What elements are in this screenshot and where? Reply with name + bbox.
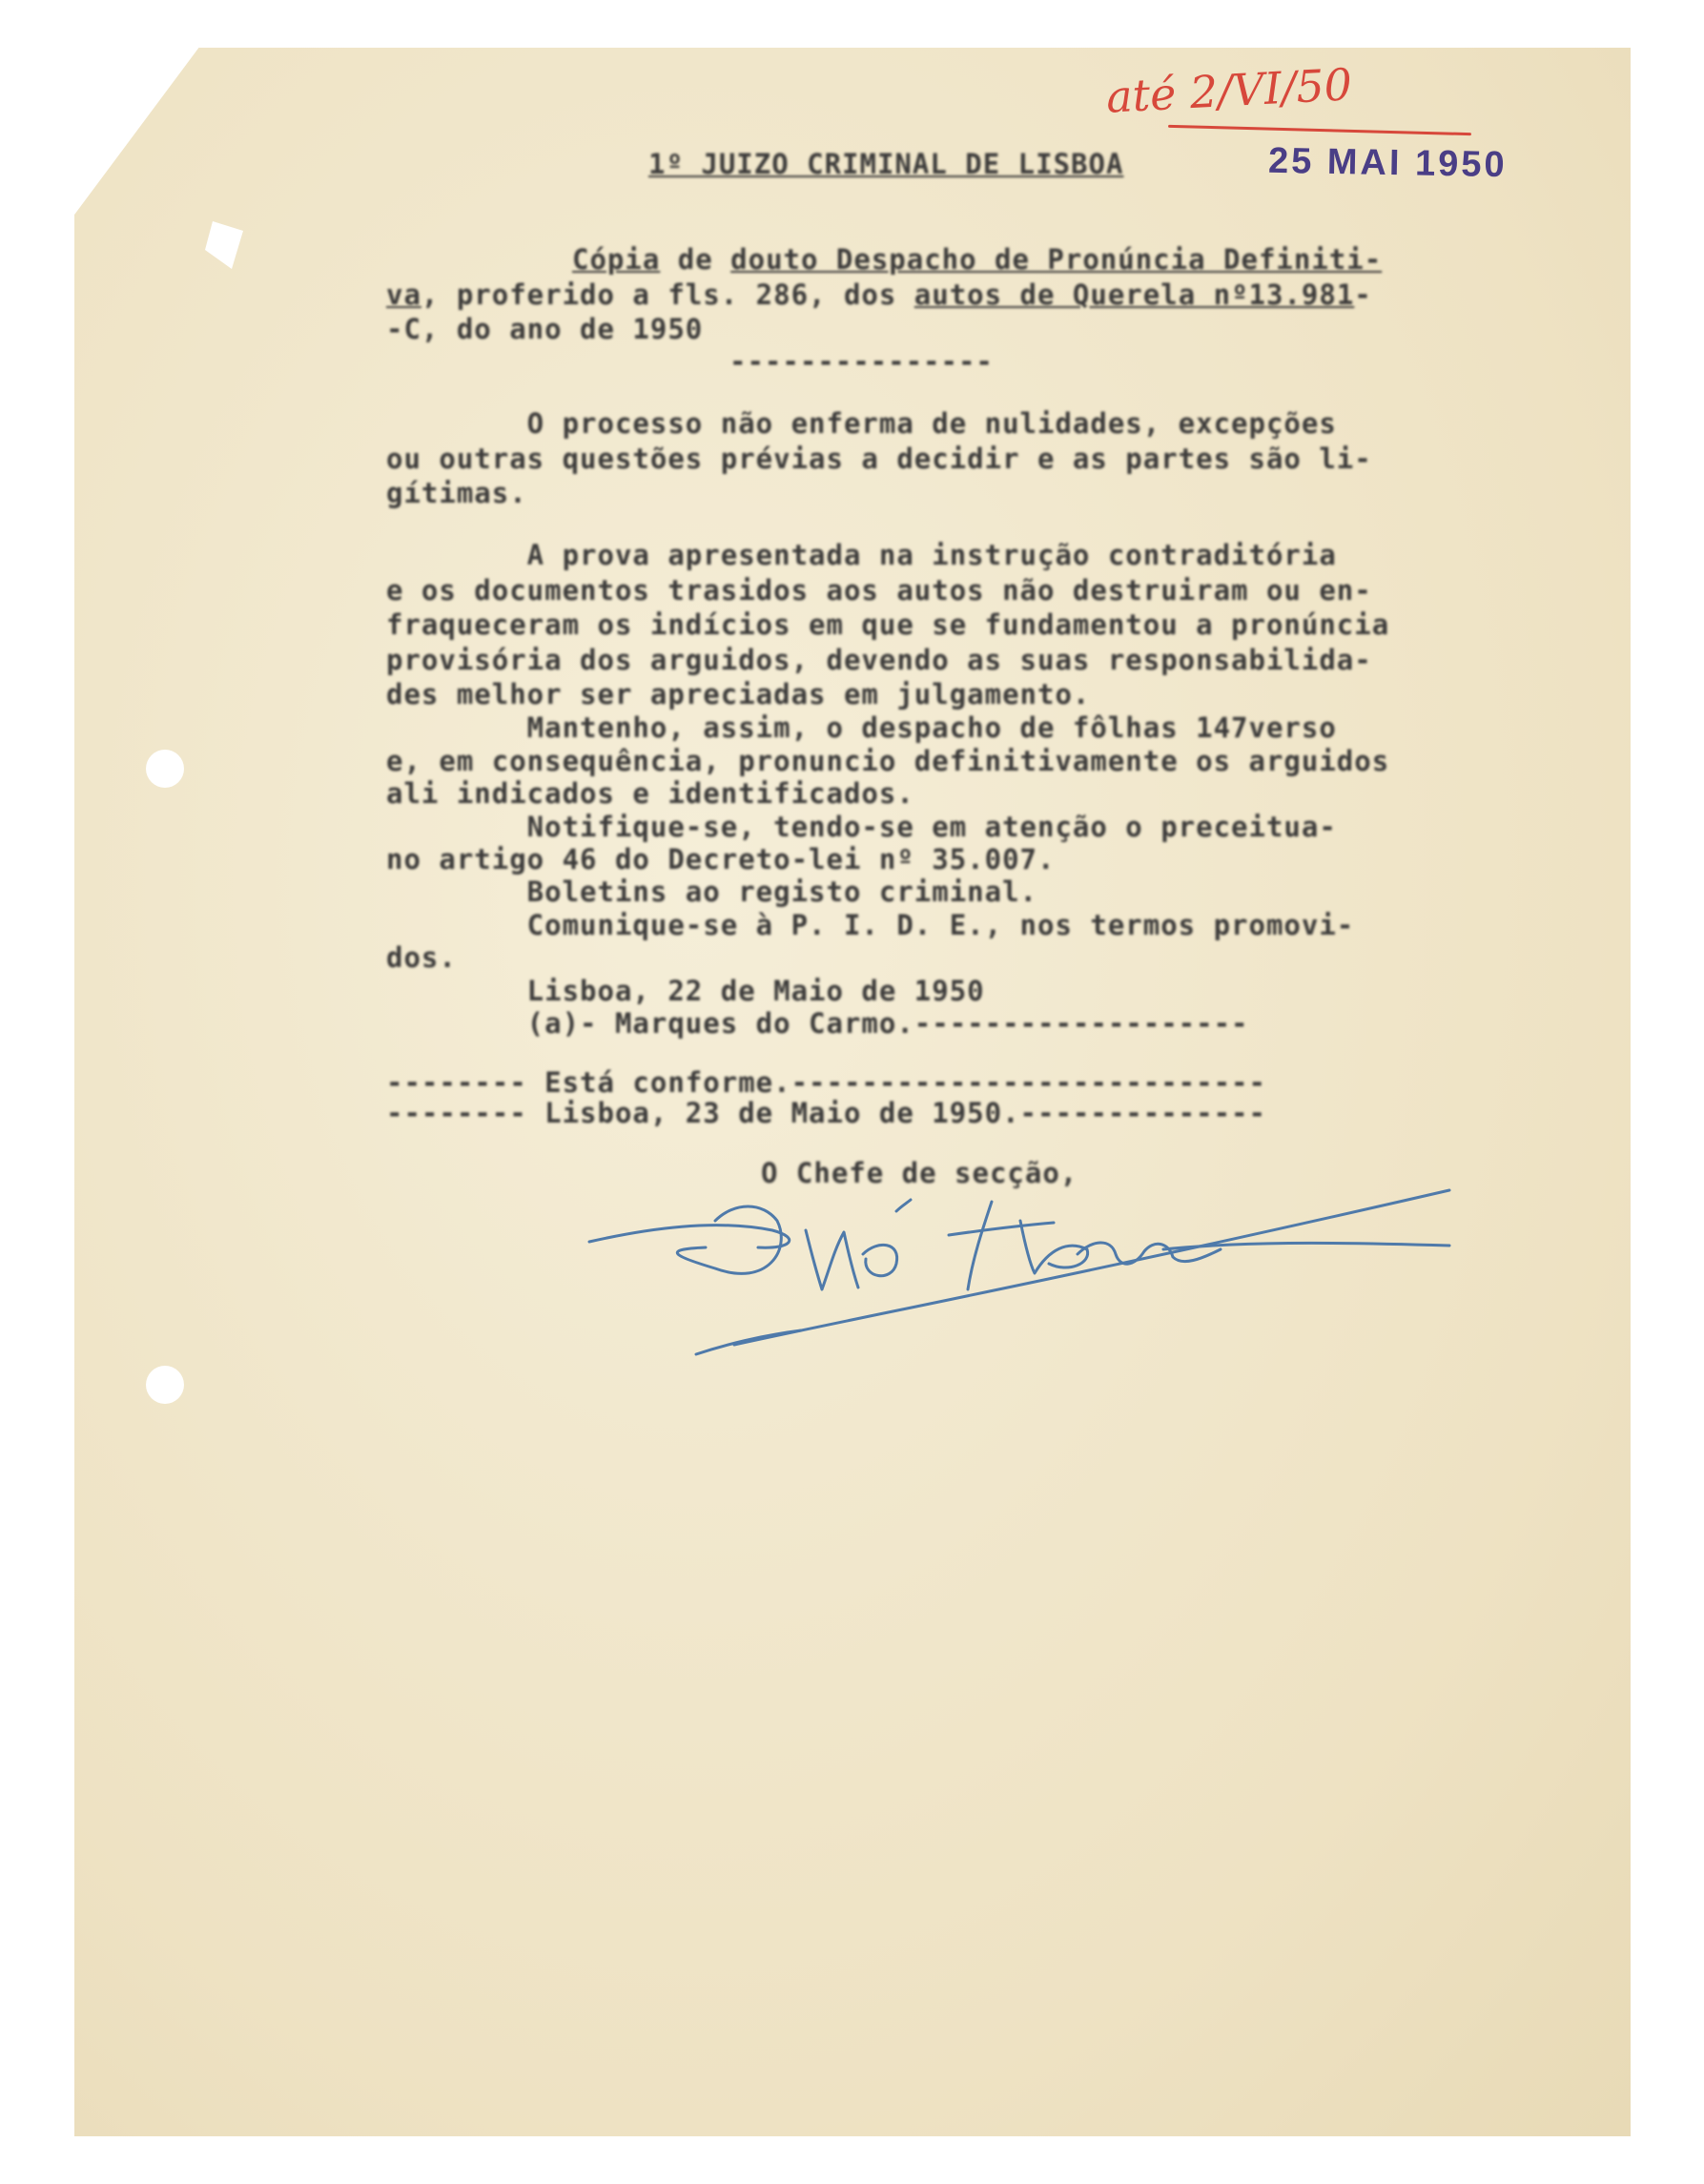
- heading-va: va: [386, 278, 421, 311]
- heading-line-3: -C, do ano de 1950: [386, 313, 704, 345]
- heading-despacho: douto Despacho de Pronúncia Definiti-: [730, 243, 1383, 276]
- body-line: (a)- Marques do Carmo.-------------------: [386, 1007, 1249, 1040]
- body-line: dos.: [386, 941, 457, 974]
- body-line: ali indicados e identificados.: [386, 777, 914, 810]
- heading-line-2: [386, 278, 1372, 311]
- date-stamp: 25 MAI 1950: [1267, 140, 1508, 186]
- body-line: Notifique-se, tendo-se em atenção o preceitua-: [386, 811, 1337, 843]
- body-line: A prova apresentada na instrução contraditória: [386, 539, 1337, 571]
- body-line: Boletins ao registo criminal.: [386, 876, 1038, 908]
- handwritten-signature: [572, 1183, 1468, 1373]
- body-line: provisória dos arguidos, devendo as suas responsabilida-: [386, 644, 1372, 676]
- certification-line: -------- Está conforme.---------------------------: [386, 1066, 1266, 1099]
- heading-autos: autos de Querela nº13.981: [914, 278, 1355, 311]
- punch-hole-bottom: [146, 1366, 184, 1404]
- body-line: des melhor ser apreciadas em julgamento.: [386, 678, 1091, 711]
- heading-text: de: [660, 243, 731, 276]
- heading-text-2: , proferido a fls. 286, dos: [421, 278, 914, 311]
- heading-hyphen: -: [1354, 278, 1372, 311]
- body-line: Comunique-se à P. I. D. E., nos termos promovi-: [386, 909, 1355, 941]
- body-line: fraqueceram os indícios em que se fundamentou a pronúncia: [386, 608, 1390, 641]
- handwritten-deadline-note: até 2/VI/50: [1104, 58, 1354, 123]
- court-title: 1º JUIZO CRIMINAL DE LISBOA: [648, 148, 1124, 180]
- body-line: O processo não enferma de nulidades, excepções: [386, 407, 1337, 440]
- punch-hole-top: [146, 750, 184, 788]
- body-line: e, em consequência, pronuncio definitivamente os arguidos: [386, 745, 1390, 777]
- body-line: Mantenho, assim, o despacho de fôlhas 147verso: [386, 711, 1337, 744]
- signoff-title: O Chefe de secção,: [761, 1157, 1078, 1189]
- certification-line: -------- Lisboa, 23 de Maio de 1950.--------------: [386, 1097, 1266, 1129]
- body-line: gítimas.: [386, 477, 527, 509]
- heading-copy-word: Cópia: [572, 243, 661, 276]
- body-line: Lisboa, 22 de Maio de 1950: [386, 975, 985, 1007]
- body-line: e os documentos trasidos aos autos não destruiram ou en-: [386, 574, 1372, 607]
- body-line: ou outras questões prévias a decidir e as partes são li-: [386, 443, 1372, 475]
- body-line: no artigo 46 do Decreto-lei nº 35.007.: [386, 843, 1056, 876]
- heading-line-1: [572, 243, 1382, 276]
- heading-rule: ---------------: [729, 345, 994, 378]
